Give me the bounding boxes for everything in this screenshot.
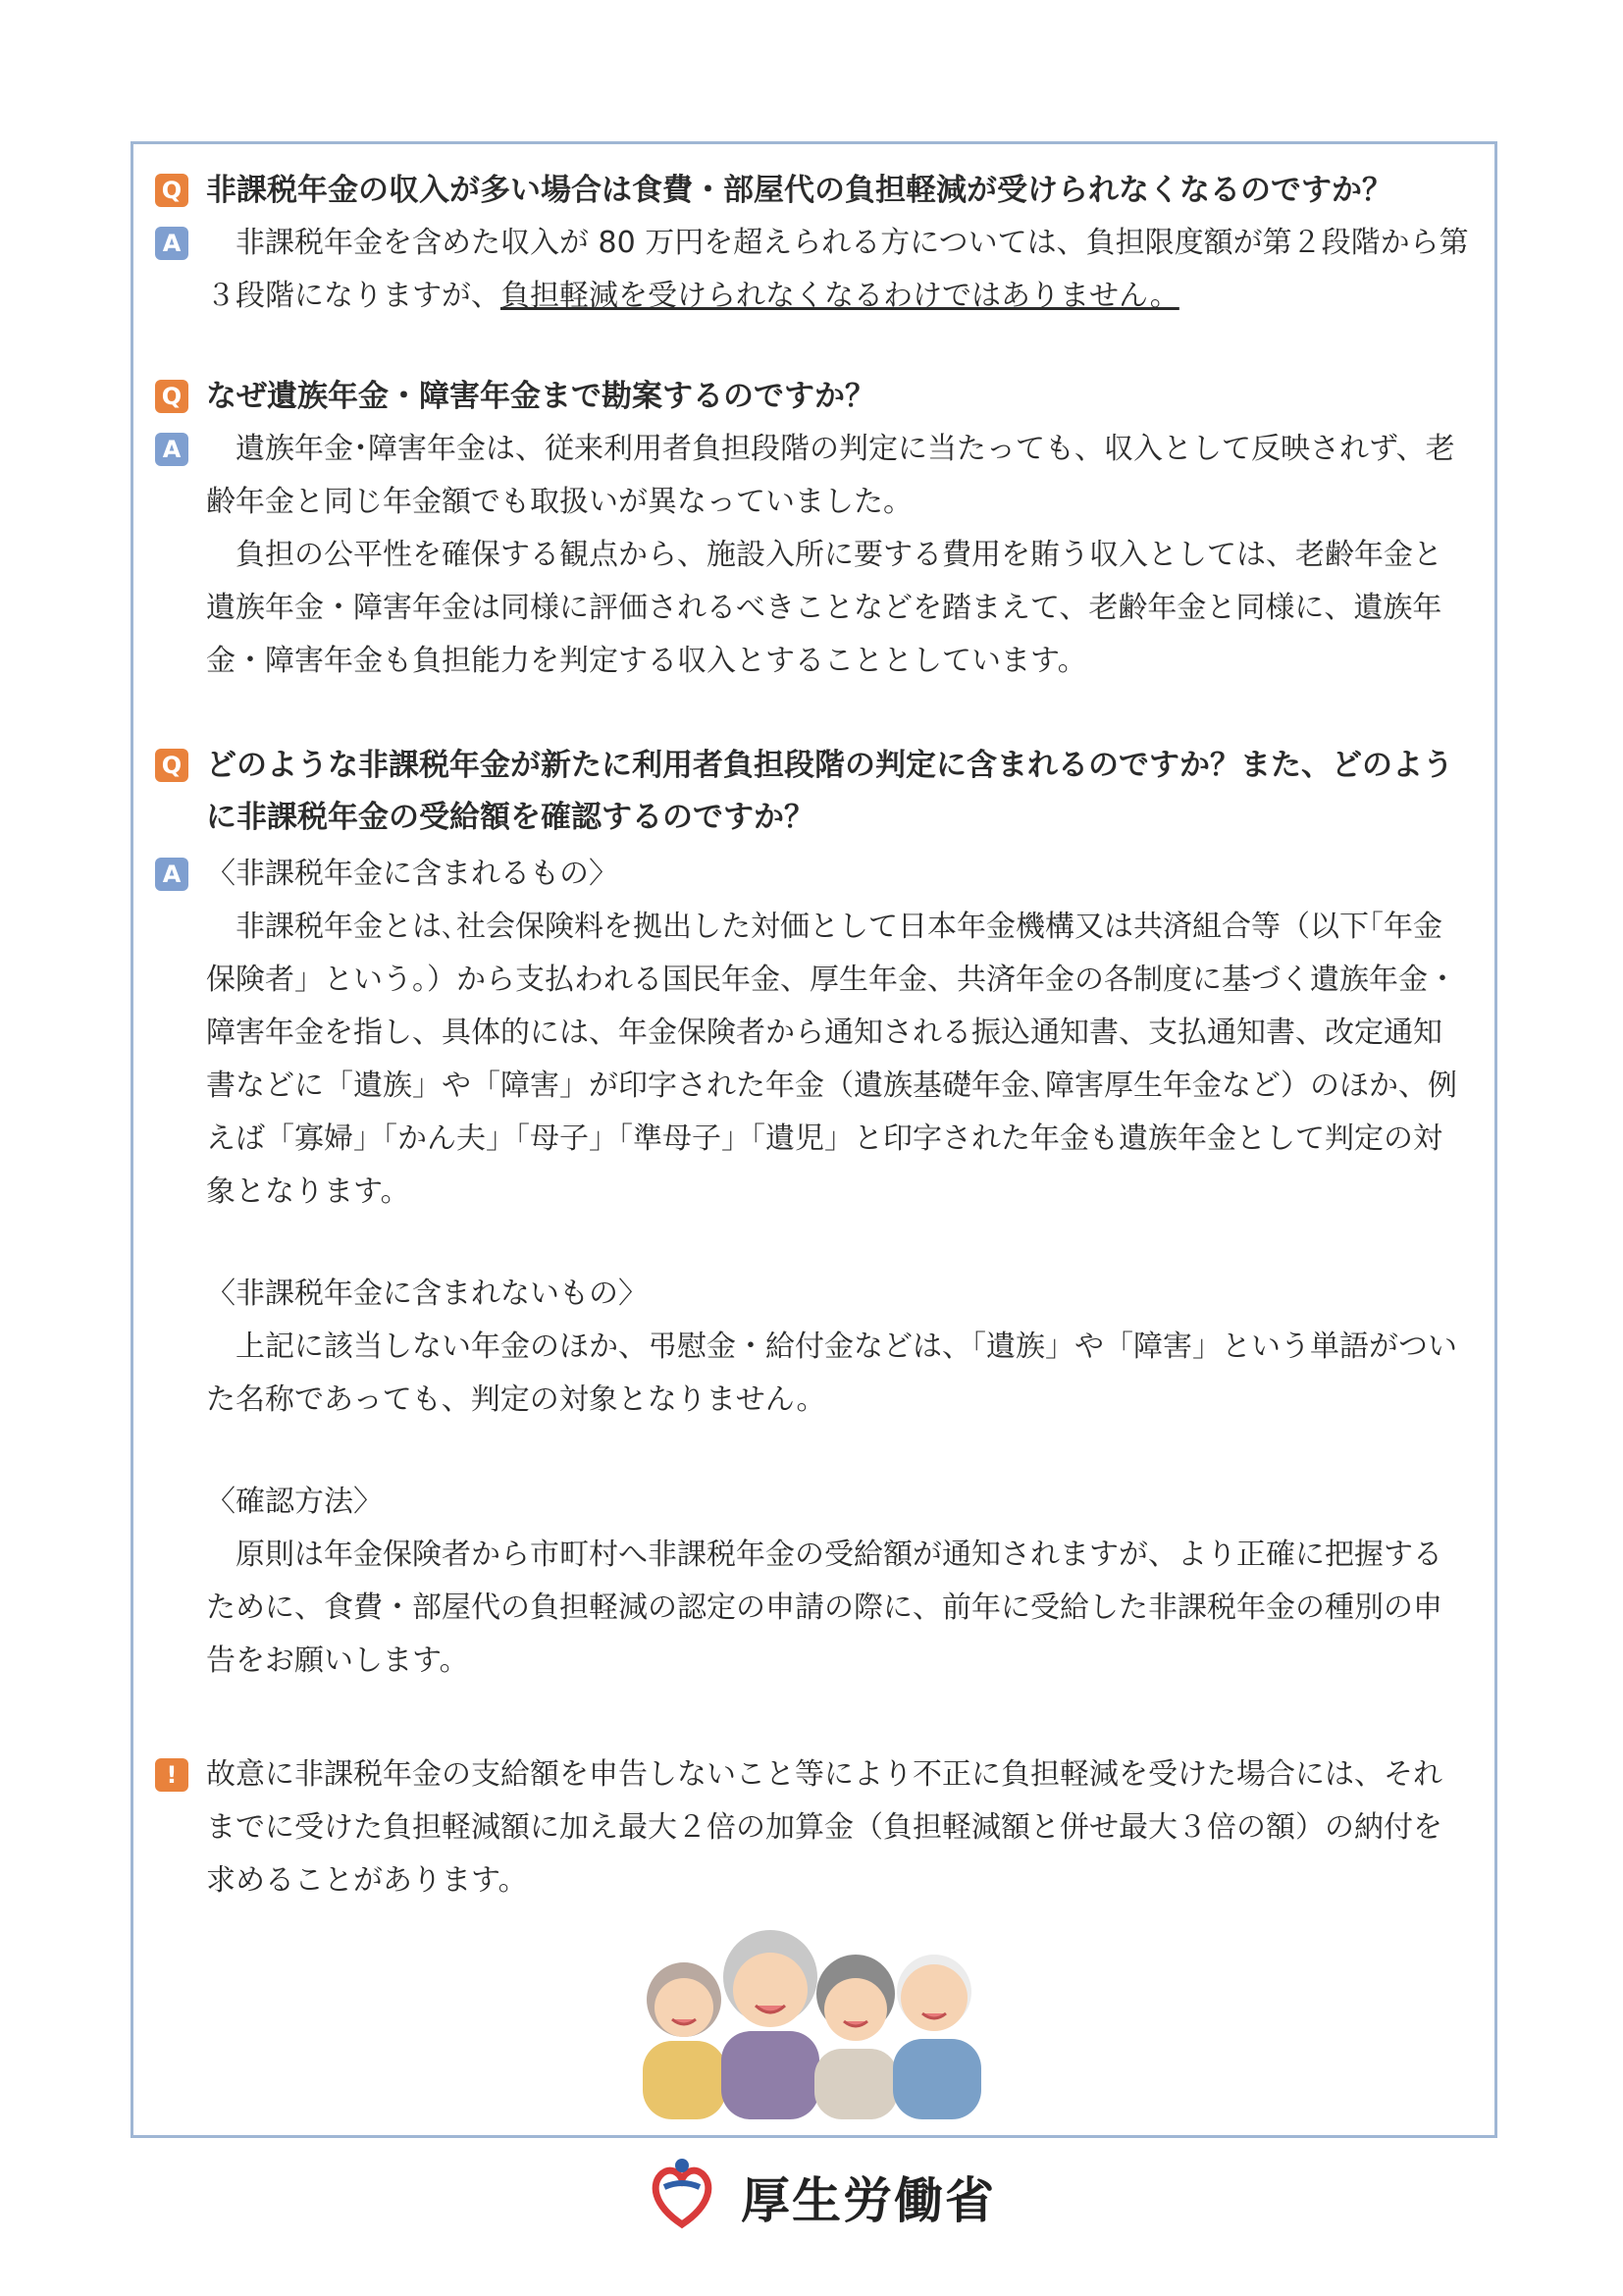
answer-row xyxy=(155,217,1470,323)
answer-text xyxy=(206,217,1470,323)
qa-block-1 xyxy=(155,165,1470,323)
exclamation-icon: ! xyxy=(155,1758,188,1792)
answer-paragraph-2: 負担の公平性を確保する観点から、施設入所に要する費用を賄う収入としては、老齢年金と遺族年金・障害年金は同様に評価されるべきことなどを踏まえて、老齢年金と同様に、遺族年金・障害年金も負担能力を判定する収入とすることとしています。 xyxy=(206,538,1442,678)
notice-row xyxy=(155,1748,1470,1907)
ministry-footer xyxy=(643,2154,996,2232)
person-1-mouth xyxy=(672,2019,696,2024)
question-text: 非課税年金の収入が多い場合は食費・部屋代の負担軽減が受けられなくなるのですか？ xyxy=(206,173,1392,208)
person-4-body xyxy=(893,2039,981,2119)
a-badge-icon: A xyxy=(155,858,188,891)
person-3-body xyxy=(814,2049,898,2119)
person-4-mouth xyxy=(922,2013,946,2018)
answer-paragraph-included: 非課税年金とは､社会保険料を拠出した対価として日本年金機構又は共済組合等（以下｢年金保険者」という。）から支払われる国民年金、厚生年金、共済年金の各制度に基づく遺族年金・障害年金を指し、具体的には、年金保険者から通知される振込通知書、支払通知書、改定通知書などに「遺族」や「障害」が印字された年金（遺族基礎年金､障害厚生年金など）のほか、例えば「寡婦」「かん夫」「母子」「準母子」「遺児」と印字された年金も遺族年金として判定の対象となります。 xyxy=(206,910,1457,1209)
question-row xyxy=(155,165,1470,217)
person-1-body xyxy=(643,2041,726,2119)
answer-heading-excluded: 〈非課税年金に含まれないもの〉 xyxy=(206,1277,648,1311)
person-2-body xyxy=(721,2031,819,2119)
person-3-face xyxy=(824,1978,887,2041)
answer-heading-method: 〈確認方法〉 xyxy=(206,1485,383,1519)
q-badge-icon: Q xyxy=(155,749,188,782)
q-badge-icon: Q xyxy=(155,380,188,413)
person-4-face xyxy=(901,1964,968,2031)
answer-paragraph-1: 遺族年金･障害年金は、従来利用者負担段階の判定に当たっても、収入として反映されず、老齢年金と同じ年金額でも取扱いが異なっていました。 xyxy=(206,432,1455,519)
answer-underlined-text: 負担軽減を受けられなくなるわけではありません。 xyxy=(500,279,1179,313)
answer-paragraph-method: 原則は年金保険者から市町村へ非課税年金の受給額が通知されますが、より正確に把握するために、食費・部屋代の負担軽減の認定の申請の際に、前年に受給した非課税年金の種別の申告をお願いします。 xyxy=(206,1538,1442,1678)
person-1-face xyxy=(654,1978,713,2037)
question-row xyxy=(155,371,1470,423)
notice-block xyxy=(155,1748,1470,1907)
a-badge-icon: A xyxy=(155,433,188,466)
q-badge-icon: Q xyxy=(155,174,188,207)
answer-heading-included: 〈非課税年金に含まれるもの〉 xyxy=(206,857,618,891)
ministry-logo-icon xyxy=(643,2154,721,2232)
qa-block-3 xyxy=(155,740,1470,1688)
qa-block-2 xyxy=(155,371,1470,688)
a-badge-icon: A xyxy=(155,227,188,260)
question-text: なぜ遺族年金・障害年金まで勘案するのですか？ xyxy=(206,379,875,414)
ministry-name: 厚生労働省 xyxy=(741,2172,996,2229)
person-3-mouth xyxy=(844,2021,867,2026)
person-2-face xyxy=(733,1953,808,2027)
answer-row xyxy=(155,423,1470,688)
notice-text: 故意に非課税年金の支給額を申告しないこと等により不正に負担軽減を受けた場合には、それまでに受けた負担軽減額に加え最大２倍の加算金（負担軽減額と併せ最大３倍の額）の納付を求めることがあります。 xyxy=(206,1757,1442,1898)
elderly-people-illustration xyxy=(628,1923,1011,2119)
answer-text-part: 非課税年金を含めた収入が 80 万円を超えられる方については、負担限度額が第２段階から第３段階になりますが、 xyxy=(206,226,1469,313)
answer-paragraph-excluded: 上記に該当しない年金のほか、弔慰金・給付金などは、「遺族」や「障害」という単語がついた名称であっても、判定の対象となりません。 xyxy=(206,1330,1457,1417)
answer-row xyxy=(155,848,1470,1688)
question-row xyxy=(155,740,1470,844)
question-text: どのような非課税年金が新たに利用者負担段階の判定に含まれるのですか？また、どのように非課税年金の受給額を確認するのですか？ xyxy=(206,748,1453,835)
